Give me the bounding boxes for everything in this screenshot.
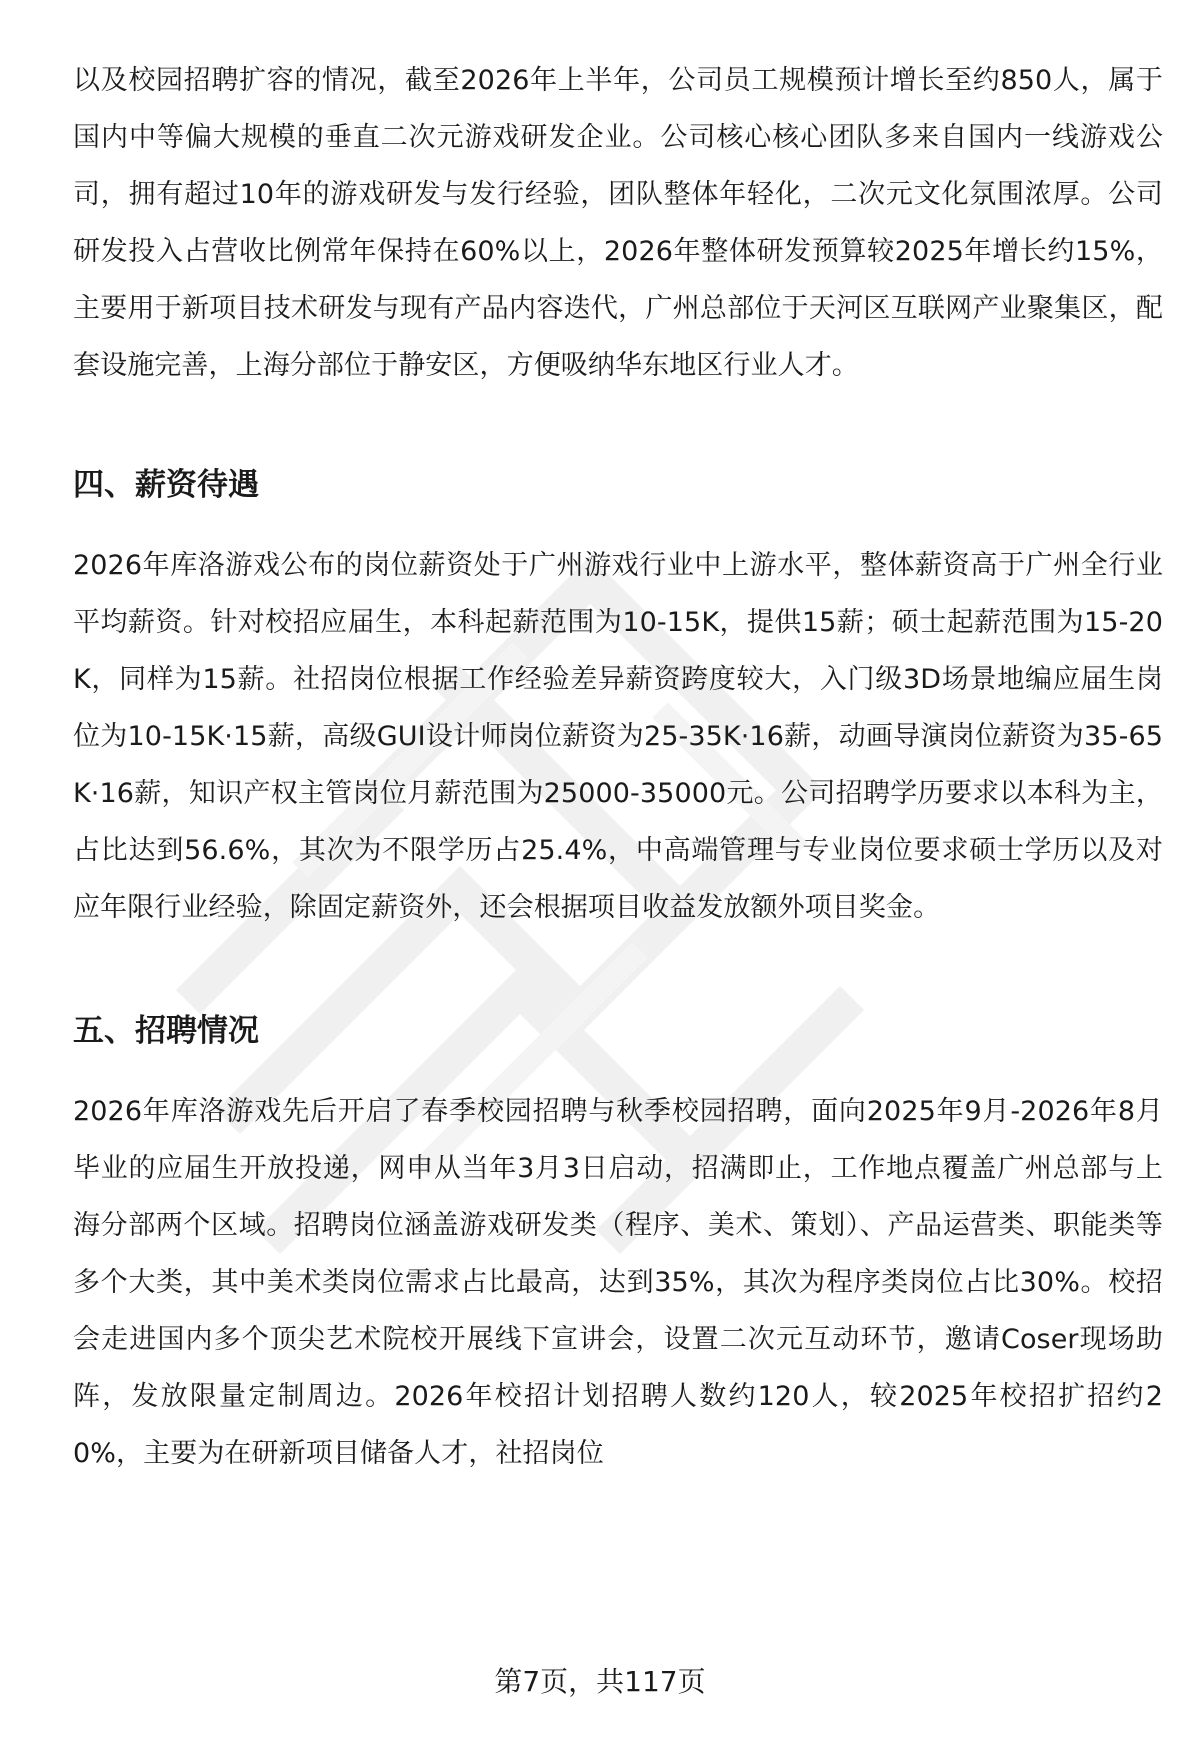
document-body (73, 52, 1163, 1482)
paragraph-recruitment: 2026年库洛游戏先后开启了春季校园招聘与秋季校园招聘，面向2025年9月-2026年8月毕业的应届生开放投递，网申从当年3月3日启动，招满即止，工作地点覆盖广州总部与上海分部两个区域。招聘岗位涵盖游戏研发类（程序、美术、策划）、产品运营类、职能类等多个大类，其中美术类岗位需求占比最高，达到35%，其次为程序类岗位占比30%。校招会走进国内多个顶尖艺术院校开展线下宣讲会，设置二次元互动环节，邀请Coser现场助阵，发放限量定制周边。2026年校招计划招聘人数约120人，较2025年校招扩招约20%，主要为在研新项目储备人才，社招岗位 (73, 1096, 1163, 1469)
section-heading-salary: 四、薪资待遇 (73, 467, 259, 503)
page-number: 第7页，共117页 (494, 1665, 706, 1698)
paragraph-salary: 2026年库洛游戏公布的岗位薪资处于广州游戏行业中上游水平，整体薪资高于广州全行业平均薪资。针对校招应届生，本科起薪范围为10-15K，提供15薪；硕士起薪范围为15-20K，同样为15薪。社招岗位根据工作经验差异薪资跨度较大，入门级3D场景地编应届生岗位为10-15K·15薪，高级GUI设计师岗位薪资为25-35K·16薪，动画导演岗位薪资为35-65K·16薪，知识产权主管岗位月薪范围为25000-35000元。公司招聘学历要求以本科为主，占比达到56.6%，其次为不限学历占25.4%，中高端管理与专业岗位要求硕士学历以及对应年限行业经验，除固定薪资外，还会根据项目收益发放额外项目奖金。 (73, 550, 1163, 923)
paragraph-company-scale: 以及校园招聘扩容的情况，截至2026年上半年，公司员工规模预计增长至约850人，属于国内中等偏大规模的垂直二次元游戏研发企业。公司核心核心团队多来自国内一线游戏公司，拥有超过10年的游戏研发与发行经验，团队整体年轻化，二次元文化氛围浓厚。公司研发投入占营收比例常年保持在60%以上，2026年整体研发预算较2025年增长约15%，主要用于新项目技术研发与现有产品内容迭代，广州总部位于天河区互联网产业聚集区，配套设施完善，上海分部位于静安区，方便吸纳华东地区行业人才。 (73, 65, 1163, 381)
section-heading-recruitment: 五、招聘情况 (73, 1013, 259, 1049)
